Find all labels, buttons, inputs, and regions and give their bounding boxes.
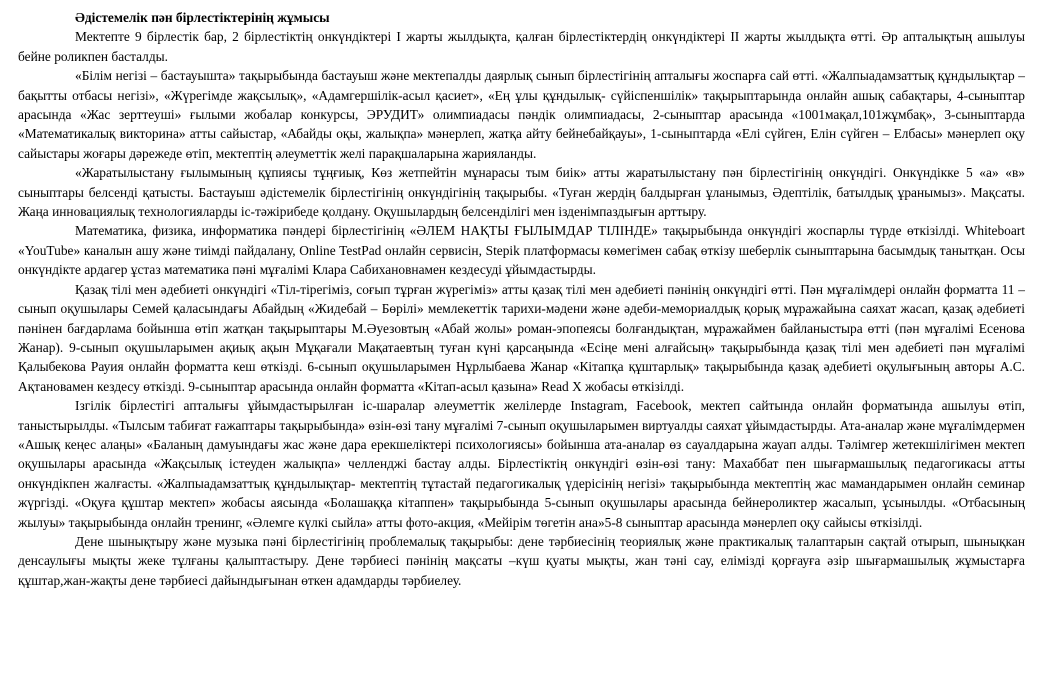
paragraph-izgilik-club: Ізгілік бірлестігі апталығы ұйымдастырылған іс-шаралар әлеуметтік желілерде Instagram, Facebook, мектеп сайтында онлайн форматында ашылуы өтіп, таныстырылды. «Тылсым табиғат ғажаптары тақырыбында» өзін-өзі тану мұғалімі 7-сынып оқушыларымен виртуалды саяхат ұйымдастырды. Ата-аналар және мұғалімдермен «Ашық кеңес алаңы» «Баланың дамуындағы жас және дара ерекшеліктері психологиясы» бойынша ата-аналар өз сауалдарына жауап алды. Тәлімгер жетекшілігімен мектеп оқушылары арасында «Жақсылық істеуден жалықпа» челленджі бастау алды. Бірлестіктің онкүндігі өзін-өзі тану: Махаббат пен шығармашылық педагогикасы атты онкүндікпен жалғасты. «Жалпыадамзаттық құндылықтар- мектептің тұтастай педагогикалық үдерісінің негізі» тақырыбында мектептің жас мамандарымен онлайн семинар жүргізді. «Оқуға құштар мектеп» жобасы аясында «Болашаққа кітаппен» тақырыбында 5-сынып оқушылары арасында бейнероликтер жасалып, ұсынылды. «Отбасының жылуы» тақырыбында онлайн тренинг, «Әлемге күлкі сыйла» атты фото-акция, «Мейірім төгетін ана»5-8 сыныптар арасында мәнерлеп оқу сайысы өткізілді. [18, 398, 1025, 530]
document-heading: Әдістемелік пән бірлестіктерінің жұмысы [75, 10, 330, 25]
paragraph-physical-education-music: Дене шынықтыру және музыка пәні бірлестігінің проблемалық тақырыбы: дене тәрбиесінің теориялық және практикалық талаптарын сақтай отырып, шынықкан денсаулығы мықты жеке тұлғаны қалыптастыру. Дене тәрбиесі пәнінің мақсаты –күш қуаты мықты, жан тәні сау, елімізді қорғауға әзір шығармашылық жұмыстарға құштар,жан-жақты дене тәрбиесі дайындығынан өткен адамдарды тәрбиелеу. [18, 533, 1025, 588]
paragraph-math-physics-informatics: Математика, физика, информатика пәндері бірлестігінің «ӘЛЕМ НАҚТЫ ҒЫЛЫМДАР ТІЛІНДЕ» тақырыбында онкүндігі жоспарлы түрде өткізілді. Whiteboart «YouTube» каналын ашу және тиімді пайдалану, Online TestPad онлайн сервисін, Stepik платформасы көмегімен сабақ өткізу шеберлік сыныптарына басымдық танытқан. Осы онкүндікте ардагер ұстаз математика пәні мұғалімі Клара Сабихановнамен кездесуді ұйымдастырды. [18, 223, 1025, 278]
paragraph-primary-school: «Білім негізі – бастауышта» тақырыбында бастауыш және мектепалды даярлық сынып бірлестігінің апталығы жоспарға сай өтті. «Жалпыадамзаттық құндылықтар – бақытты отбасы негізі», «Жүрегімде жақсылық», «Адамгершілік-асыл қасиет», «Ең ұлы құндылық- сүйіспеншілік» тақырыптарында онлайн ашық сабақтары, 4-сыныптар арасында «Жас зерттеуші» ғылыми жобалар конкурсы, ЭРУДИТ» олимпиадасы пәндік олимпиадасы, 2-сыныптар арасында «1001мақал,101жұмбақ», 3-сыныптарда «Математикалық викторина» атты сайыстар, «Абайды оқы, жалықпа» мәнерлеп, жатқа айту бейнебайқауы», 1-сыныптарда «Елі сүйген, Елін сүйген – Елбасы» мәнерлеп оқу сайыстары жоғары дәрежеде өтіп, мектептің әлеуметтік желі парақшаларына жарияланды. [18, 68, 1025, 161]
paragraph-clubs-overview: Мектепте 9 бірлестік бар, 2 бірлестіктің онкүндіктері I жарты жылдықта, қалған бірлестіктердің онкүндіктері II жарты жылдықта өтті. Әр апталықтың ашылуы бейне роликпен басталды. [18, 29, 1025, 64]
paragraph-kazakh-language: Қазақ тілі мен әдебиеті онкүндігі «Тіл-тірегіміз, соғып тұрған жүрегіміз» атты қазақ тілі мен әдебиеті пәнінің онкүндігі өтті. Пән мұғалімдері онлайн форматта 11 – сынып оқушылары Семей қаласындағы Абайдың «Жидебай – Бөрілі» мемлекеттік тарихи-мәдени және әдеби-мемориалдық қорық мұражайына саяхат жасап, қазақ әдебиеті пәнінен бағдарлама бойынша өтіп жатқан тақырыптары М.Әуезовтың «Абай жолы» роман-эпопеясы болғандықтан, мұражаймен байланыстыра өтті (пән мұғалімі Есенова Жанар). 9-сынып оқушыларымен ақиық ақын Мұқағали Мақатаевтың туған күні қарсаңында «Есіңе мені алғайсың» тақырыбында қазақ тілі мен әдебиеті пән мұғалімі Қалыбекова Рауия онлайн форматта кеш өткізді. 6-сынып оқушыларымен Нұрлыбаева Жанар «Кітапқа құштарлық» тақырыбында қазақ әдебиеті оқулығының авторы А.С. Ақтановамен кездесу өткізді. 9-сыныптар арасында онлайн форматта «Кітап-асыл қазына» Read X жобасы өткізілді. [18, 281, 1025, 394]
paragraph-natural-sciences: «Жаратылыстану ғылымының құпиясы тұңғиық, Көз жетпейтін мұнарасы тым биік» атты жаратылыстану пән бірлестігінің онкүндігі. Онкүндікке 5 «а» «в» сыныптары белсенді қатысты. Бастауыш әдістемелік бірлестігінің онкүндігінің тақырыбы. «Туған жердің балдырған ұланымыз, Әдептілік, батылдық ұранымыз». Мақсаты. Жаңа инновациялық технологияларды іс-тәжірибеде қолдану. Оқушылардың белсенділігі мен ізденімпаздығын арттыру. [18, 165, 1025, 220]
